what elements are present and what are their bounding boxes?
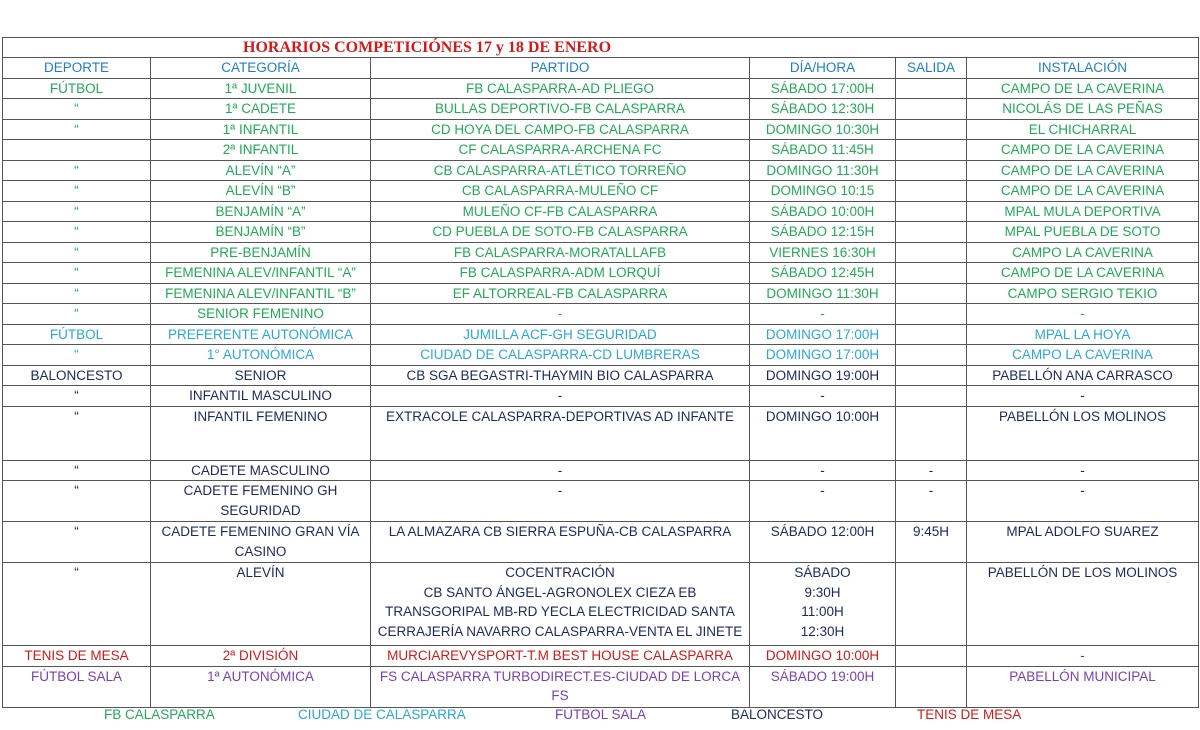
- instalacion-cell: EL CHICHARRAL: [967, 119, 1199, 140]
- dia-hora-cell: DOMINGO 11:30H: [750, 283, 896, 304]
- partido-cell: CD HOYA DEL CAMPO-FB CALASPARRA: [371, 119, 750, 140]
- schedule-table: [2, 37, 1199, 708]
- categoria-cell: BENJAMÍN “B”: [151, 222, 371, 243]
- dia-hora-cell: SÁBADO 12:00H: [750, 522, 896, 563]
- partido-cell: CB CALASPARRA-ATLÉTICO TORREÑO: [371, 160, 750, 181]
- categoria-cell: CADETE FEMENINO GH SEGURIDAD: [151, 481, 371, 522]
- dia-hora-cell: SÁBADO 12:45H: [750, 263, 896, 284]
- deporte-cell: “: [3, 345, 151, 366]
- instalacion-cell: -: [967, 646, 1199, 667]
- table-row: [3, 563, 1199, 646]
- salida-cell: [896, 242, 967, 263]
- partido-cell: CIUDAD DE CALASPARRA-CD LUMBRERAS: [371, 345, 750, 366]
- instalacion-cell: CAMPO DE LA CAVERINA: [967, 263, 1199, 284]
- table-row: [3, 140, 1199, 161]
- categoria-cell: CADETE FEMENINO GRAN VÍA CASINO: [151, 522, 371, 563]
- categoria-cell: 2ª INFANTIL: [151, 140, 371, 161]
- dia-line: SÁBADO: [794, 565, 851, 580]
- partido-cell: EF ALTORREAL-FB CALASPARRA: [371, 283, 750, 304]
- salida-cell: [896, 646, 967, 667]
- salida-cell: 9:45H: [896, 522, 967, 563]
- partido-cell: CB CALASPARRA-MULEÑO CF: [371, 181, 750, 202]
- deporte-cell: “: [3, 181, 151, 202]
- partido-cell: FS CALASPARRA TURBODIRECT.ES-CIUDAD DE LORCA FS: [371, 666, 750, 707]
- salida-cell: [896, 365, 967, 386]
- deporte-cell: “: [3, 481, 151, 522]
- deporte-cell: “: [3, 222, 151, 243]
- salida-cell: [896, 78, 967, 99]
- deporte-cell: “: [3, 386, 151, 407]
- table-row: [3, 365, 1199, 386]
- partido-cell: -: [371, 481, 750, 522]
- deporte-cell: [3, 140, 151, 161]
- table-row: [3, 481, 1199, 522]
- instalacion-cell: MPAL MULA DEPORTIVA: [967, 201, 1199, 222]
- salida-cell: [896, 406, 967, 460]
- partido-cell: -: [371, 460, 750, 481]
- partido-cell: [371, 563, 750, 646]
- categoria-cell: SENIOR FEMENINO: [151, 304, 371, 325]
- dia-hora-cell: VIERNES 16:30H: [750, 242, 896, 263]
- categoria-cell: 1ª AUTONÓMICA: [151, 666, 371, 707]
- partido-cell: FB CALASPARRA-AD PLIEGO: [371, 78, 750, 99]
- deporte-cell: “: [3, 563, 151, 646]
- salida-cell: [896, 304, 967, 325]
- header-categoria: CATEGORÍA: [151, 58, 371, 79]
- deporte-cell: “: [3, 160, 151, 181]
- legend-baloncesto: BALONCESTO: [731, 707, 824, 722]
- instalacion-cell: CAMPO LA CAVERINA: [967, 242, 1199, 263]
- deporte-cell: “: [3, 119, 151, 140]
- table-row: [3, 304, 1199, 325]
- deporte-cell: “: [3, 522, 151, 563]
- table-row: [3, 119, 1199, 140]
- partido-cell: JUMILLA ACF-GH SEGURIDAD: [371, 324, 750, 345]
- dia-hora-cell: DOMINGO 10:30H: [750, 119, 896, 140]
- table-row: [3, 406, 1199, 460]
- legend-tenis-mesa: TENIS DE MESA: [917, 707, 1022, 722]
- deporte-cell: FÚTBOL SALA: [3, 666, 151, 707]
- categoria-cell: PREFERENTE AUTONÓMICA: [151, 324, 371, 345]
- partido-line: TRANSGORIPAL MB-RD YECLA ELECTRICIDAD SANTA: [385, 604, 735, 619]
- deporte-cell: “: [3, 406, 151, 460]
- salida-cell: [896, 386, 967, 407]
- partido-line: CB SANTO ÁNGEL-AGRONOLEX CIEZA EB: [423, 584, 697, 600]
- legend-ciudad-calasparra: CIUDAD DE CALASPARRA: [298, 707, 466, 722]
- header-dia-hora: DÍA/HORA: [750, 58, 896, 79]
- dia-hora-cell: DOMINGO 10:00H: [750, 406, 896, 460]
- partido-cell: LA ALMAZARA CB SIERRA ESPUÑA-CB CALASPARRA: [371, 522, 750, 563]
- deporte-cell: “: [3, 304, 151, 325]
- dia-hora-cell: [750, 563, 896, 646]
- table-row: [3, 460, 1199, 481]
- dia-hora-cell: DOMINGO 17:00H: [750, 345, 896, 366]
- dia-line: 9:30H: [804, 584, 841, 600]
- instalacion-cell: MPAL PUEBLA DE SOTO: [967, 222, 1199, 243]
- page-title: HORARIOS COMPETICIÓNES 17 y 18 DE ENERO: [3, 38, 1199, 58]
- partido-line: CERRAJERÍA NAVARRO CALASPARRA-VENTA EL JINETE: [377, 623, 743, 639]
- table-row: [3, 78, 1199, 99]
- instalacion-cell: -: [967, 460, 1199, 481]
- categoria-cell: CADETE MASCULINO: [151, 460, 371, 481]
- categoria-cell: 1ª INFANTIL: [151, 119, 371, 140]
- table-row: [3, 263, 1199, 284]
- instalacion-cell: PABELLÓN ANA CARRASCO: [967, 365, 1199, 386]
- categoria-cell: 2ª DIVISIÓN: [151, 646, 371, 667]
- dia-line: 11:00H: [801, 604, 844, 619]
- partido-cell: BULLAS DEPORTIVO-FB CALASPARRA: [371, 99, 750, 120]
- salida-cell: [896, 160, 967, 181]
- dia-hora-cell: DOMINGO 10:00H: [750, 646, 896, 667]
- instalacion-cell: CAMPO LA CAVERINA: [967, 345, 1199, 366]
- instalacion-cell: CAMPO DE LA CAVERINA: [967, 181, 1199, 202]
- dia-hora-cell: -: [750, 460, 896, 481]
- categoria-cell: INFANTIL MASCULINO: [151, 386, 371, 407]
- table-row: [3, 201, 1199, 222]
- table-row: [3, 522, 1199, 563]
- table-row: [3, 99, 1199, 120]
- categoria-cell: FEMENINA ALEV/INFANTIL “B”: [151, 283, 371, 304]
- dia-hora-cell: DOMINGO 19:00H: [750, 365, 896, 386]
- salida-cell: [896, 140, 967, 161]
- header-salida: SALIDA: [896, 58, 967, 79]
- header-row: [3, 58, 1199, 79]
- salida-cell: [896, 201, 967, 222]
- categoria-cell: 1ª JUVENIL: [151, 78, 371, 99]
- header-deporte: DEPORTE: [3, 58, 151, 79]
- deporte-cell: “: [3, 99, 151, 120]
- instalacion-cell: PABELLÓN DE LOS MOLINOS: [967, 563, 1199, 646]
- deporte-cell: FÚTBOL: [3, 324, 151, 345]
- deporte-cell: “: [3, 201, 151, 222]
- instalacion-cell: -: [967, 386, 1199, 407]
- dia-hora-cell: DOMINGO 11:30H: [750, 160, 896, 181]
- partido-cell: FB CALASPARRA-MORATALLAFB: [371, 242, 750, 263]
- partido-cell: MULEÑO CF-FB CALASPARRA: [371, 201, 750, 222]
- partido-cell: FB CALASPARRA-ADM LORQUÍ: [371, 263, 750, 284]
- dia-hora-cell: SÁBADO 12:15H: [750, 222, 896, 243]
- instalacion-cell: CAMPO SERGIO TEKIO: [967, 283, 1199, 304]
- salida-cell: [896, 324, 967, 345]
- dia-hora-cell: -: [750, 481, 896, 522]
- dia-hora-cell: SÁBADO 12:30H: [750, 99, 896, 120]
- categoria-cell: ALEVÍN “B”: [151, 181, 371, 202]
- salida-cell: [896, 283, 967, 304]
- deporte-cell: FÚTBOL: [3, 78, 151, 99]
- dia-hora-cell: DOMINGO 17:00H: [750, 324, 896, 345]
- title-row: [3, 38, 1199, 58]
- categoria-cell: FEMENINA ALEV/INFANTIL “A”: [151, 263, 371, 284]
- categoria-cell: ALEVÍN: [151, 563, 371, 646]
- table-row: [3, 324, 1199, 345]
- salida-cell: [896, 222, 967, 243]
- instalacion-cell: CAMPO DE LA CAVERINA: [967, 140, 1199, 161]
- dia-hora-cell: -: [750, 304, 896, 325]
- table-row: [3, 386, 1199, 407]
- salida-cell: [896, 119, 967, 140]
- partido-line: COCENTRACIÓN: [505, 565, 615, 580]
- dia-hora-cell: SÁBADO 17:00H: [750, 78, 896, 99]
- instalacion-cell: MPAL ADOLFO SUAREZ: [967, 522, 1199, 563]
- partido-cell: MURCIAREVYSPORT-T.M BEST HOUSE CALASPARRA: [371, 646, 750, 667]
- table-row: [3, 646, 1199, 667]
- partido-cell: -: [371, 304, 750, 325]
- dia-hora-cell: SÁBADO 10:00H: [750, 201, 896, 222]
- instalacion-cell: -: [967, 481, 1199, 522]
- instalacion-cell: -: [967, 304, 1199, 325]
- deporte-cell: “: [3, 460, 151, 481]
- table-row: [3, 345, 1199, 366]
- deporte-cell: “: [3, 263, 151, 284]
- salida-cell: [896, 345, 967, 366]
- dia-hora-cell: -: [750, 386, 896, 407]
- table-row: [3, 283, 1199, 304]
- table-row: [3, 666, 1199, 707]
- partido-cell: -: [371, 386, 750, 407]
- legend-fb-calasparra: FB CALASPARRA: [104, 707, 215, 722]
- categoria-cell: 1° AUTONÓMICA: [151, 345, 371, 366]
- salida-cell: [896, 666, 967, 707]
- instalacion-cell: PABELLÓN LOS MOLINOS: [967, 406, 1199, 460]
- categoria-cell: BENJAMÍN “A”: [151, 201, 371, 222]
- categoria-cell: INFANTIL FEMENINO: [151, 406, 371, 460]
- categoria-cell: 1ª CADETE: [151, 99, 371, 120]
- table-row: [3, 181, 1199, 202]
- categoria-cell: PRE-BENJAMÍN: [151, 242, 371, 263]
- salida-cell: -: [896, 481, 967, 522]
- table-row: [3, 222, 1199, 243]
- legend-futbol-sala: FÚTBOL SALA: [555, 707, 647, 722]
- header-partido: PARTIDO: [371, 58, 750, 79]
- partido-cell: EXTRACOLE CALASPARRA-DEPORTIVAS AD INFANTE: [371, 406, 750, 460]
- instalacion-cell: MPAL LA HOYA: [967, 324, 1199, 345]
- dia-hora-cell: SÁBADO 19:00H: [750, 666, 896, 707]
- table-row: [3, 160, 1199, 181]
- salida-cell: [896, 563, 967, 646]
- instalacion-cell: PABELLÓN MUNICIPAL: [967, 666, 1199, 707]
- dia-line: 12:30H: [800, 623, 845, 639]
- categoria-cell: ALEVÍN “A”: [151, 160, 371, 181]
- salida-cell: [896, 181, 967, 202]
- instalacion-cell: CAMPO DE LA CAVERINA: [967, 78, 1199, 99]
- deporte-cell: “: [3, 242, 151, 263]
- deporte-cell: “: [3, 283, 151, 304]
- salida-cell: [896, 263, 967, 284]
- instalacion-cell: CAMPO DE LA CAVERINA: [967, 160, 1199, 181]
- deporte-cell: TENIS DE MESA: [3, 646, 151, 667]
- partido-cell: CF CALASPARRA-ARCHENA FC: [371, 140, 750, 161]
- salida-cell: [896, 99, 967, 120]
- table-row: [3, 242, 1199, 263]
- partido-cell: CB SGA BEGASTRI-THAYMIN BIO CALASPARRA: [371, 365, 750, 386]
- partido-cell: CD PUEBLA DE SOTO-FB CALASPARRA: [371, 222, 750, 243]
- deporte-cell: BALONCESTO: [3, 365, 151, 386]
- categoria-cell: SENIOR: [151, 365, 371, 386]
- dia-hora-cell: SÁBADO 11:45H: [750, 140, 896, 161]
- color-legend: [0, 707, 1200, 727]
- instalacion-cell: NICOLÁS DE LAS PEÑAS: [967, 99, 1199, 120]
- dia-hora-cell: DOMINGO 10:15: [750, 181, 896, 202]
- salida-cell: -: [896, 460, 967, 481]
- header-instalacion: INSTALACIÓN: [967, 58, 1199, 79]
